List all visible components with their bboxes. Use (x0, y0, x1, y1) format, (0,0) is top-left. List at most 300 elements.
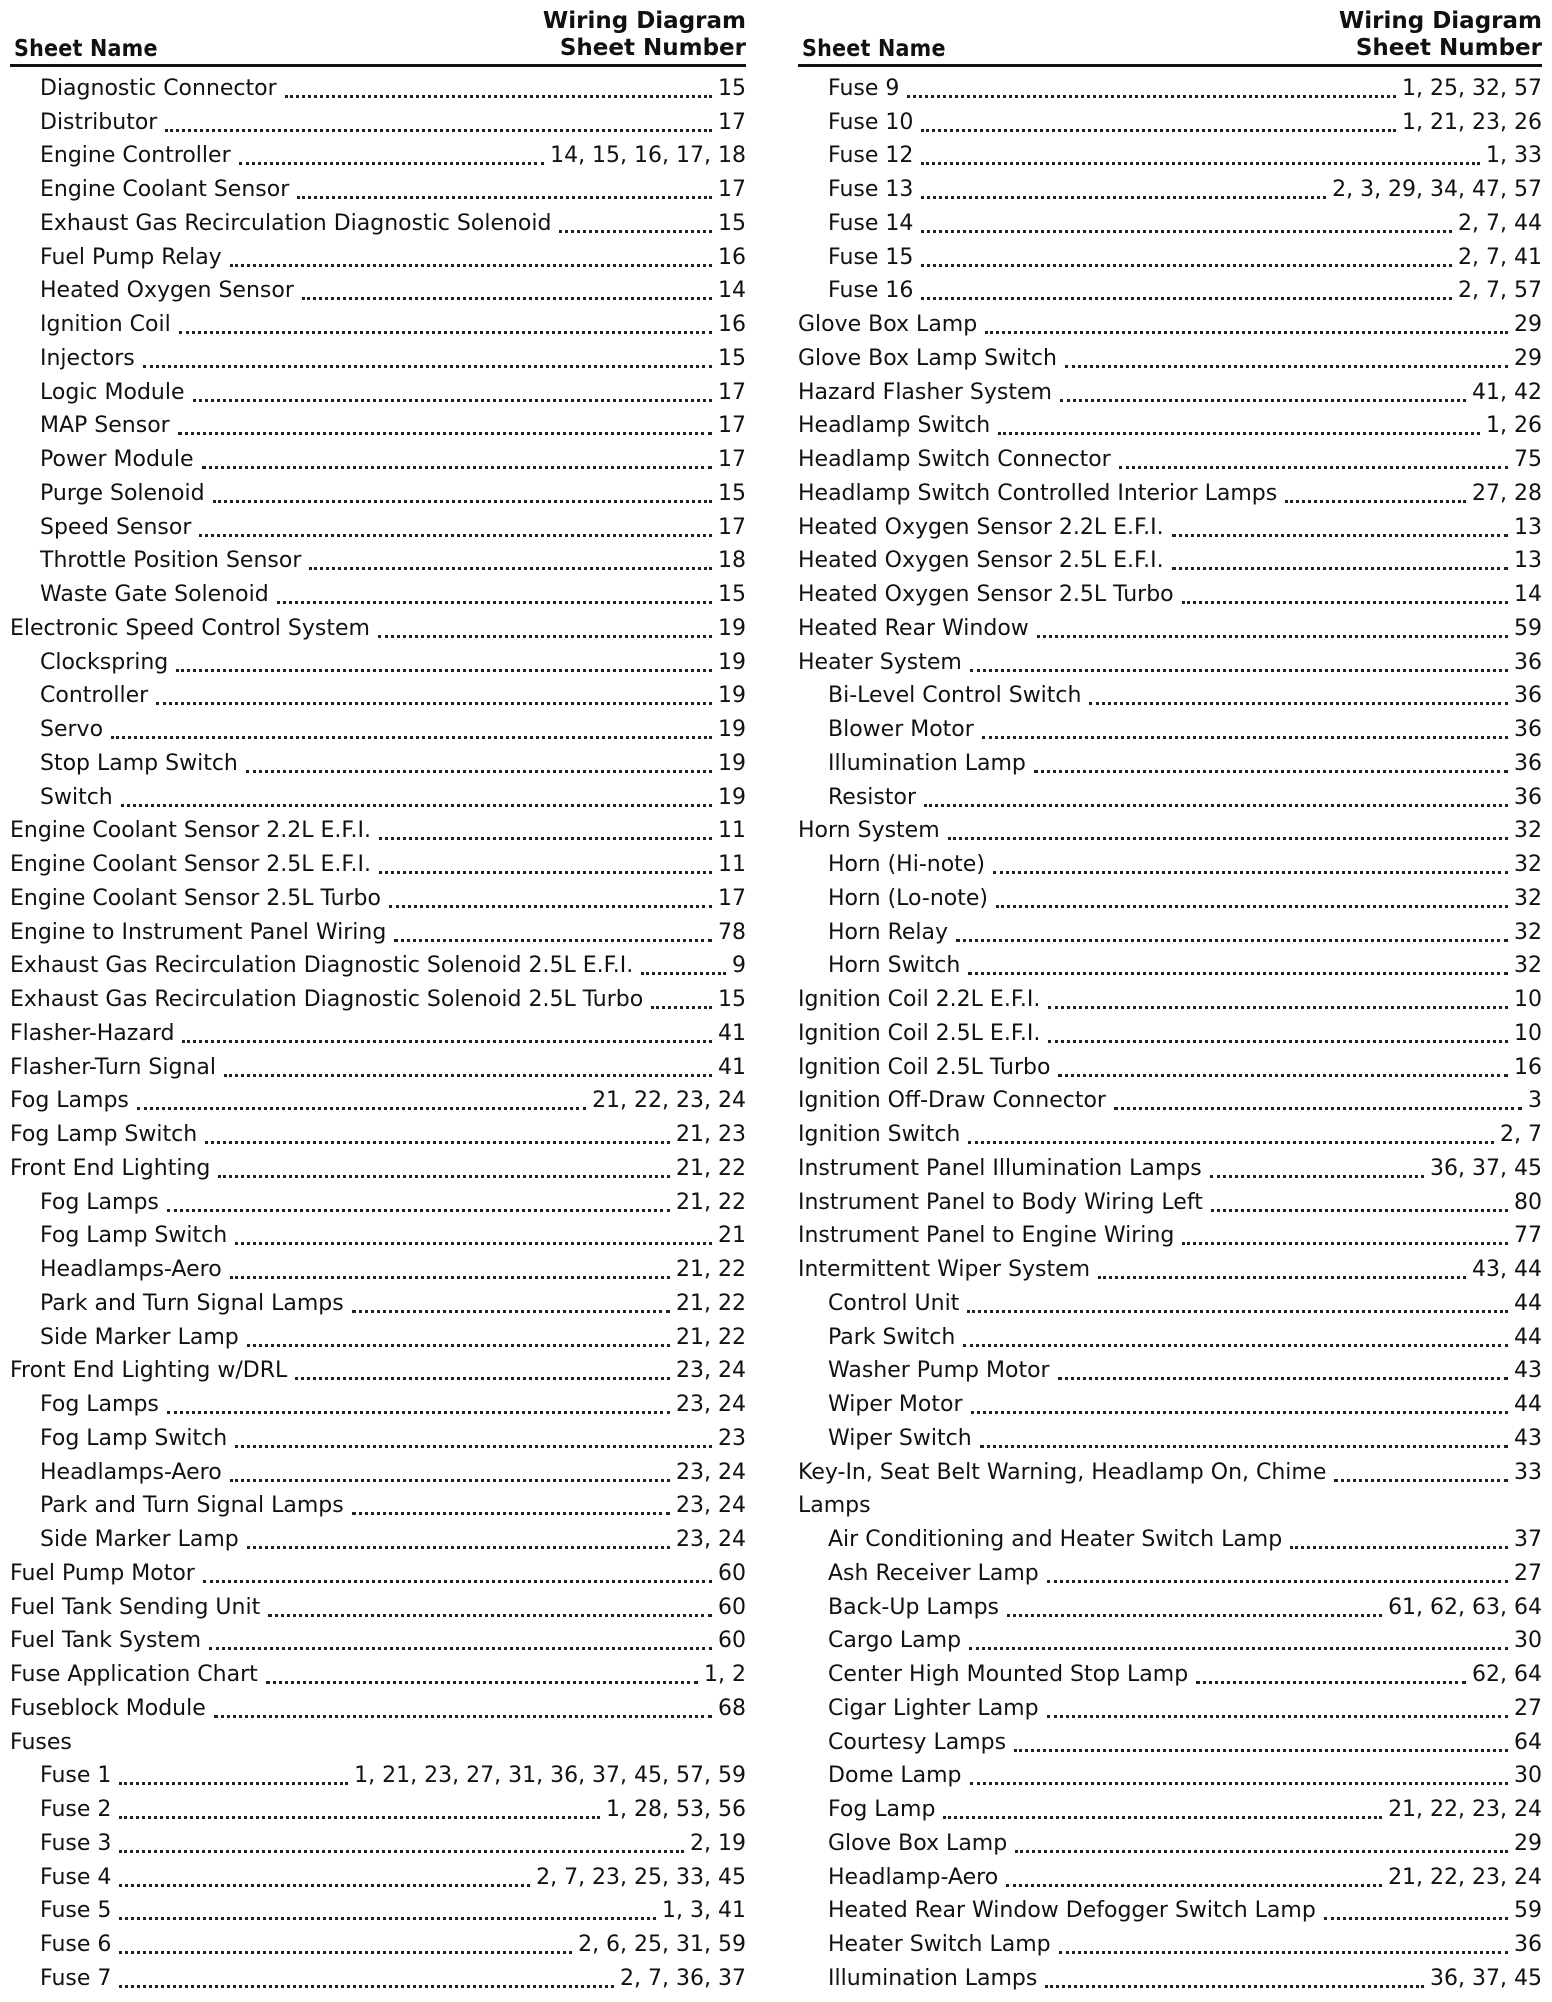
sheet-name-heading: Sheet Name (802, 36, 946, 62)
entry-sheet-name: Fuse 13 (828, 177, 914, 202)
dot-leader (985, 331, 1508, 334)
entry-sheet-numbers: 78 (718, 919, 746, 945)
index-sub-entry (10, 407, 746, 441)
entry-sheet-name: Fog Lamp Switch (40, 1425, 228, 1451)
index-sub-entry (10, 238, 746, 272)
entry-sheet-name: Park Switch (828, 1324, 956, 1350)
index-entry (798, 1014, 1542, 1048)
dot-leader (119, 1951, 572, 1954)
entry-sheet-name: Engine to Instrument Panel Wiring (10, 919, 387, 945)
entry-sheet-numbers: 32 (1514, 852, 1542, 877)
dot-leader (1048, 1040, 1508, 1043)
dot-leader (203, 1580, 712, 1583)
entry-sheet-numbers: 21, 22 (676, 1155, 746, 1181)
dot-leader (1065, 365, 1508, 368)
index-sub-entry (10, 1925, 746, 1959)
dot-leader (309, 567, 712, 570)
dot-leader (119, 1850, 684, 1853)
entry-sheet-numbers: 60 (718, 1560, 746, 1586)
index-entry (10, 845, 746, 879)
index-entry (10, 947, 746, 981)
dot-leader (1034, 770, 1508, 773)
entry-sheet-name: Engine Coolant Sensor 2.5L E.F.I. (10, 852, 371, 877)
entry-sheet-numbers: 43 (1514, 1358, 1542, 1384)
entry-sheet-name: Front End Lighting (10, 1155, 211, 1181)
entry-sheet-name: Side Marker Lamp (40, 1324, 239, 1350)
dot-leader (224, 1074, 712, 1077)
index-entry (798, 373, 1542, 407)
dot-leader (214, 1715, 712, 1718)
dot-leader (156, 702, 712, 705)
entry-sheet-name: MAP Sensor (40, 413, 170, 439)
dot-leader (179, 331, 712, 334)
index-entry (798, 812, 1542, 846)
entry-sheet-name: Flasher-Turn Signal (10, 1054, 216, 1080)
dot-leader (924, 804, 1508, 807)
index-sub-entry (798, 1352, 1542, 1386)
entry-sheet-name: Exhaust Gas Recirculation Diagnostic Solenoid 2.5L Turbo (10, 987, 644, 1012)
index-entry (798, 542, 1542, 576)
entry-sheet-numbers: 44 (1514, 1290, 1542, 1316)
dot-leader (907, 95, 1396, 98)
index-sub-entry (10, 1858, 746, 1892)
index-sub-entry (798, 170, 1542, 204)
entry-sheet-name: Fuse 9 (828, 75, 900, 101)
index-sub-entry (798, 238, 1542, 272)
entry-sheet-name: Instrument Panel to Engine Wiring (798, 1223, 1175, 1249)
index-entry (798, 1487, 1542, 1521)
entry-sheet-name: Lamps (798, 1493, 871, 1519)
sheet-number-heading-line2: Sheet Number (559, 35, 746, 61)
entry-sheet-numbers: 23, 24 (676, 1493, 746, 1519)
entry-sheet-name: Center High Mounted Stop Lamp (828, 1662, 1189, 1687)
dot-leader (352, 1310, 670, 1313)
index-sub-entry (798, 1385, 1542, 1419)
entry-sheet-name: Fuel Pump Relay (40, 244, 222, 270)
index-sub-entry (10, 170, 746, 204)
entry-sheet-name: Engine Coolant Sensor (40, 177, 290, 202)
dot-leader (165, 129, 712, 132)
index-entry (10, 913, 746, 947)
index-sub-entry (10, 1790, 746, 1824)
entry-sheet-numbers: 21, 22 (676, 1290, 746, 1316)
entry-sheet-numbers: 62, 64 (1472, 1662, 1542, 1687)
dot-leader (199, 534, 712, 537)
dot-leader (111, 736, 712, 739)
index-entry (798, 1082, 1542, 1116)
entry-sheet-name: Stop Lamp Switch (40, 750, 238, 776)
index-sub-entry (10, 1824, 746, 1858)
entry-sheet-numbers: 61, 62, 63, 64 (1388, 1594, 1542, 1620)
entry-sheet-name: Wiper Switch (828, 1425, 972, 1451)
dot-leader (1182, 601, 1508, 604)
entry-sheet-numbers: 60 (718, 1594, 746, 1620)
entry-sheet-numbers: 18 (718, 548, 746, 574)
dot-leader (1058, 1377, 1508, 1380)
index-sub-entry (798, 1622, 1542, 1656)
dot-leader (559, 230, 712, 233)
entry-sheet-numbers: 10 (1514, 987, 1542, 1012)
index-entry (798, 980, 1542, 1014)
dot-leader (178, 432, 712, 435)
entry-sheet-numbers: 36 (1514, 717, 1542, 742)
index-sub-entry (798, 1723, 1542, 1757)
entry-sheet-numbers: 21, 22 (676, 1324, 746, 1350)
entry-sheet-numbers: 16 (1514, 1054, 1542, 1080)
entry-sheet-numbers: 19 (718, 784, 746, 810)
index-entry (798, 407, 1542, 441)
dot-leader (943, 1816, 1382, 1819)
entry-sheet-name: Glove Box Lamp (828, 1830, 1008, 1856)
dot-leader (956, 939, 1508, 942)
index-sub-entry (798, 1689, 1542, 1723)
entry-sheet-name: Ignition Off-Draw Connector (798, 1088, 1106, 1114)
dot-leader (119, 1782, 348, 1785)
entry-sheet-numbers: 23 (718, 1425, 746, 1451)
dot-leader (641, 972, 726, 975)
entry-sheet-numbers: 14 (1514, 582, 1542, 607)
entry-sheet-numbers: 36, 37, 45 (1430, 1155, 1542, 1181)
entry-sheet-name: Fuse 15 (828, 244, 914, 270)
dot-leader (378, 635, 712, 638)
entry-sheet-name: Instrument Panel to Body Wiring Left (798, 1189, 1203, 1215)
index-entry (798, 1149, 1542, 1183)
entry-sheet-name: Heated Oxygen Sensor 2.2L E.F.I. (798, 514, 1164, 540)
entry-sheet-name: Headlamp Switch Connector (798, 447, 1111, 472)
entry-sheet-numbers: 21, 22, 23, 24 (592, 1088, 746, 1114)
index-sub-entry (10, 778, 746, 812)
entry-sheet-name: Engine Coolant Sensor 2.2L E.F.I. (10, 818, 371, 844)
dot-leader (218, 1175, 670, 1178)
column-header (798, 6, 1542, 67)
dot-leader (1196, 1681, 1466, 1684)
dot-leader (1172, 567, 1508, 570)
entry-sheet-numbers: 29 (1514, 312, 1542, 337)
entry-sheet-numbers: 17 (718, 885, 746, 911)
dot-leader (921, 162, 1480, 165)
entry-sheet-name: Ignition Coil 2.2L E.F.I. (798, 987, 1041, 1012)
dot-leader (137, 1107, 586, 1110)
entry-sheet-numbers: 36, 37, 45 (1430, 1965, 1542, 1991)
entry-sheet-name: Fog Lamps (40, 1392, 159, 1417)
dot-leader (1182, 1242, 1508, 1245)
entry-sheet-numbers: 19 (718, 683, 746, 709)
index-sub-entry (798, 845, 1542, 879)
entry-sheet-numbers: 21, 23 (676, 1122, 746, 1147)
entry-sheet-numbers: 2, 7, 23, 25, 33, 45 (536, 1864, 746, 1890)
entry-sheet-numbers: 15 (718, 582, 746, 607)
entry-sheet-numbers: 1, 33 (1486, 143, 1542, 169)
entry-sheet-name: Heated Rear Window (798, 615, 1029, 641)
dot-leader (202, 466, 712, 469)
entry-sheet-name: Heated Rear Window Defogger Switch Lamp (828, 1898, 1316, 1924)
index-sub-entry (798, 1419, 1542, 1453)
dot-leader (119, 1917, 656, 1920)
index-sub-entry (798, 1757, 1542, 1791)
entry-sheet-numbers: 15 (718, 987, 746, 1012)
index-sub-entry (798, 1790, 1542, 1824)
entry-sheet-numbers: 2, 19 (690, 1830, 746, 1856)
dot-leader (182, 1040, 712, 1043)
entry-sheet-numbers: 21, 22 (676, 1257, 746, 1282)
entry-sheet-numbers: 15 (718, 75, 746, 101)
index-entry (10, 1352, 746, 1386)
dot-leader (167, 1209, 670, 1212)
dot-leader (176, 669, 712, 672)
entry-sheet-numbers: 15 (718, 210, 746, 236)
column-header (10, 6, 746, 67)
dot-leader (969, 1647, 1508, 1650)
dot-leader (993, 871, 1508, 874)
dot-leader (285, 95, 712, 98)
entry-sheet-name: Fuse 3 (40, 1830, 112, 1856)
dot-leader (1290, 1546, 1508, 1549)
dot-leader (121, 804, 712, 807)
entry-sheet-name: Headlamp Switch Controlled Interior Lamps (798, 480, 1278, 506)
entry-sheet-numbers: 23, 24 (676, 1527, 746, 1552)
dot-leader (921, 264, 1452, 267)
entry-sheet-numbers: 17 (718, 109, 746, 135)
index-entry (798, 575, 1542, 609)
dot-leader (998, 432, 1480, 435)
dot-leader (1037, 635, 1508, 638)
index-sub-entry (798, 947, 1542, 981)
dot-leader (1211, 1209, 1508, 1212)
index-sub-entry (10, 1520, 746, 1554)
index-sub-entry (10, 1385, 746, 1419)
index-sub-entry (10, 677, 746, 711)
entry-sheet-name: Fog Lamps (10, 1088, 129, 1114)
entry-sheet-numbers: 37 (1514, 1527, 1542, 1552)
index-sub-entry (10, 69, 746, 103)
entry-sheet-name: Fog Lamps (40, 1189, 159, 1215)
entry-sheet-name: Exhaust Gas Recirculation Diagnostic Solenoid (40, 210, 552, 236)
entry-sheet-numbers: 21, 22 (676, 1189, 746, 1215)
entry-sheet-numbers: 36 (1514, 1932, 1542, 1957)
index-sub-entry (10, 643, 746, 677)
dot-leader (1059, 1951, 1508, 1954)
index-sub-entry (10, 1284, 746, 1318)
entry-sheet-name: Resistor (828, 784, 916, 810)
dot-leader (209, 1647, 712, 1650)
index-sub-entry (10, 1318, 746, 1352)
entry-sheet-name: Fuse Application Chart (10, 1662, 258, 1687)
entry-sheet-name: Flasher-Hazard (10, 1020, 175, 1046)
index-column-right (798, 6, 1542, 1993)
entry-sheet-numbers: 19 (718, 649, 746, 675)
entry-sheet-name: Front End Lighting w/DRL (10, 1358, 288, 1384)
index-sub-entry (798, 272, 1542, 306)
index-sub-entry (798, 1588, 1542, 1622)
index-sub-entry (798, 1655, 1542, 1689)
sheet-number-heading (543, 8, 746, 62)
entry-sheet-name: Power Module (40, 447, 194, 472)
entry-sheet-numbers: 1, 21, 23, 26 (1402, 109, 1542, 135)
entry-sheet-name: Waste Gate Solenoid (40, 582, 269, 607)
entry-sheet-numbers: 29 (1514, 345, 1542, 371)
entry-sheet-numbers: 16 (718, 244, 746, 270)
entry-sheet-numbers: 19 (718, 717, 746, 742)
dot-leader (1006, 1884, 1382, 1887)
dot-leader (1045, 1985, 1424, 1988)
entry-sheet-name: Fuel Pump Motor (10, 1560, 195, 1586)
index-sub-entry (798, 204, 1542, 238)
entry-sheet-name: Ignition Coil (40, 312, 171, 337)
dot-leader (1047, 1580, 1508, 1583)
index-entry (10, 1082, 746, 1116)
entry-sheet-numbers: 23, 24 (676, 1392, 746, 1417)
index-sub-entry (10, 1250, 746, 1284)
entry-sheet-name: Instrument Panel Illumination Lamps (798, 1155, 1202, 1181)
entry-sheet-numbers: 23, 24 (676, 1459, 746, 1485)
sheet-number-heading-line1: Wiring Diagram (542, 8, 746, 34)
entry-sheet-numbers: 77 (1514, 1223, 1542, 1249)
index-sub-entry (10, 1487, 746, 1521)
dot-leader (948, 837, 1508, 840)
dot-leader (268, 1614, 712, 1617)
dot-leader (379, 871, 712, 874)
index-entry (798, 1250, 1542, 1284)
dot-leader (1098, 1276, 1466, 1279)
entry-sheet-name: Fuse 16 (828, 278, 914, 304)
dot-leader (1324, 1917, 1508, 1920)
entry-sheet-numbers: 43 (1514, 1425, 1542, 1451)
entry-sheet-numbers: 17 (718, 413, 746, 439)
entry-sheet-numbers: 2, 6, 25, 31, 59 (578, 1932, 746, 1957)
sheet-number-heading-line1: Wiring Diagram (1338, 8, 1542, 34)
index-sub-entry (798, 137, 1542, 171)
index-entry (798, 305, 1542, 339)
dot-leader (971, 1411, 1509, 1414)
dot-leader (119, 1884, 530, 1887)
entry-sheet-numbers: 32 (1514, 953, 1542, 979)
index-entries-right (798, 69, 1542, 1993)
index-sub-entry (10, 440, 746, 474)
entry-sheet-numbers: 44 (1514, 1324, 1542, 1350)
index-sub-entry (798, 744, 1542, 778)
entry-sheet-numbers: 13 (1514, 548, 1542, 574)
entry-sheet-numbers: 1, 21, 23, 27, 31, 36, 37, 45, 57, 59 (354, 1763, 746, 1789)
index-sub-entry (10, 542, 746, 576)
entry-sheet-name: Intermittent Wiper System (798, 1257, 1091, 1282)
entry-sheet-name: Wiper Motor (828, 1392, 963, 1417)
dot-leader (230, 264, 712, 267)
index-entry (10, 1014, 746, 1048)
entry-sheet-name: Heater System (798, 649, 962, 675)
dot-leader (302, 297, 712, 300)
entry-sheet-name: Heater Switch Lamp (828, 1932, 1051, 1957)
dot-leader (1089, 702, 1508, 705)
entry-sheet-name: Headlamp Switch (798, 413, 991, 439)
entry-sheet-name: Engine Controller (40, 143, 231, 169)
entry-sheet-name: Purge Solenoid (40, 480, 205, 506)
index-entry (10, 812, 746, 846)
dot-leader (266, 1681, 698, 1684)
entry-sheet-numbers: 36 (1514, 683, 1542, 709)
entry-sheet-numbers: 27, 28 (1472, 480, 1542, 506)
entry-sheet-numbers: 14 (718, 278, 746, 304)
entry-sheet-numbers: 13 (1514, 514, 1542, 540)
entry-sheet-name: Headlamp-Aero (828, 1864, 999, 1890)
entry-sheet-name: Injectors (40, 345, 135, 371)
dot-leader (1060, 399, 1466, 402)
entry-sheet-numbers: 59 (1514, 615, 1542, 641)
entry-sheet-numbers: 17 (718, 379, 746, 405)
dot-leader (1014, 1749, 1508, 1752)
entry-sheet-name: Headlamps-Aero (40, 1257, 222, 1282)
entry-sheet-name: Electronic Speed Control System (10, 615, 370, 641)
index-sub-entry (10, 137, 746, 171)
index-sub-entry (10, 744, 746, 778)
entry-sheet-name: Blower Motor (828, 717, 974, 742)
index-entry (10, 879, 746, 913)
entry-sheet-numbers: 23, 24 (676, 1358, 746, 1384)
entry-sheet-name: Diagnostic Connector (40, 75, 277, 101)
entry-sheet-name: Headlamps-Aero (40, 1459, 222, 1485)
entry-sheet-name: Fog Lamp (828, 1797, 936, 1822)
index-sub-entry (10, 1892, 746, 1926)
dot-leader (235, 1242, 712, 1245)
dot-leader (1285, 500, 1466, 503)
dot-leader (1007, 1614, 1382, 1617)
entry-sheet-numbers: 32 (1514, 885, 1542, 911)
entry-sheet-numbers: 11 (718, 852, 746, 877)
entry-sheet-numbers: 36 (1514, 750, 1542, 776)
dot-leader (982, 736, 1508, 739)
index-sub-entry (10, 204, 746, 238)
dot-leader (963, 1344, 1508, 1347)
index-sub-entry (798, 69, 1542, 103)
entry-sheet-numbers: 2, 7, 36, 37 (620, 1965, 746, 1991)
index-entries-left (10, 69, 746, 1993)
dot-leader (247, 1344, 670, 1347)
dot-leader (213, 500, 712, 503)
index-sub-entry (10, 305, 746, 339)
entry-sheet-name: Switch (40, 784, 113, 810)
entry-sheet-numbers: 10 (1514, 1020, 1542, 1046)
dot-leader (230, 1276, 670, 1279)
entry-sheet-name: Servo (40, 717, 104, 742)
entry-sheet-name: Ignition Switch (798, 1122, 961, 1147)
entry-sheet-name: Fog Lamp Switch (10, 1122, 198, 1147)
entry-sheet-numbers: 36 (1514, 784, 1542, 810)
entry-sheet-name: Ash Receiver Lamp (828, 1560, 1039, 1586)
index-entry (798, 1183, 1542, 1217)
entry-sheet-name: Speed Sensor (40, 514, 192, 540)
entry-sheet-name: Back-Up Lamps (828, 1594, 1000, 1620)
index-entry (798, 643, 1542, 677)
entry-sheet-numbers: 21 (718, 1223, 746, 1249)
index-entry (10, 1655, 746, 1689)
entry-sheet-name: Ignition Coil 2.5L E.F.I. (798, 1020, 1041, 1046)
dot-leader (1015, 1850, 1508, 1853)
dot-leader (1058, 1074, 1508, 1077)
entry-sheet-numbers: 27 (1514, 1695, 1542, 1721)
entry-sheet-numbers: 21, 22, 23, 24 (1388, 1797, 1542, 1822)
index-entry (10, 1554, 746, 1588)
index-sub-entry (798, 1858, 1542, 1892)
entry-sheet-numbers: 80 (1514, 1189, 1542, 1215)
entry-sheet-numbers: 60 (718, 1628, 746, 1654)
entry-sheet-numbers: 16 (718, 312, 746, 337)
index-entry (798, 1115, 1542, 1149)
entry-sheet-name: Horn (Hi-note) (828, 852, 985, 877)
index-entry (798, 1048, 1542, 1082)
entry-sheet-name: Cigar Lighter Lamp (828, 1695, 1039, 1721)
dot-leader (119, 1816, 600, 1819)
dot-leader (651, 1006, 712, 1009)
entry-sheet-numbers: 19 (718, 615, 746, 641)
